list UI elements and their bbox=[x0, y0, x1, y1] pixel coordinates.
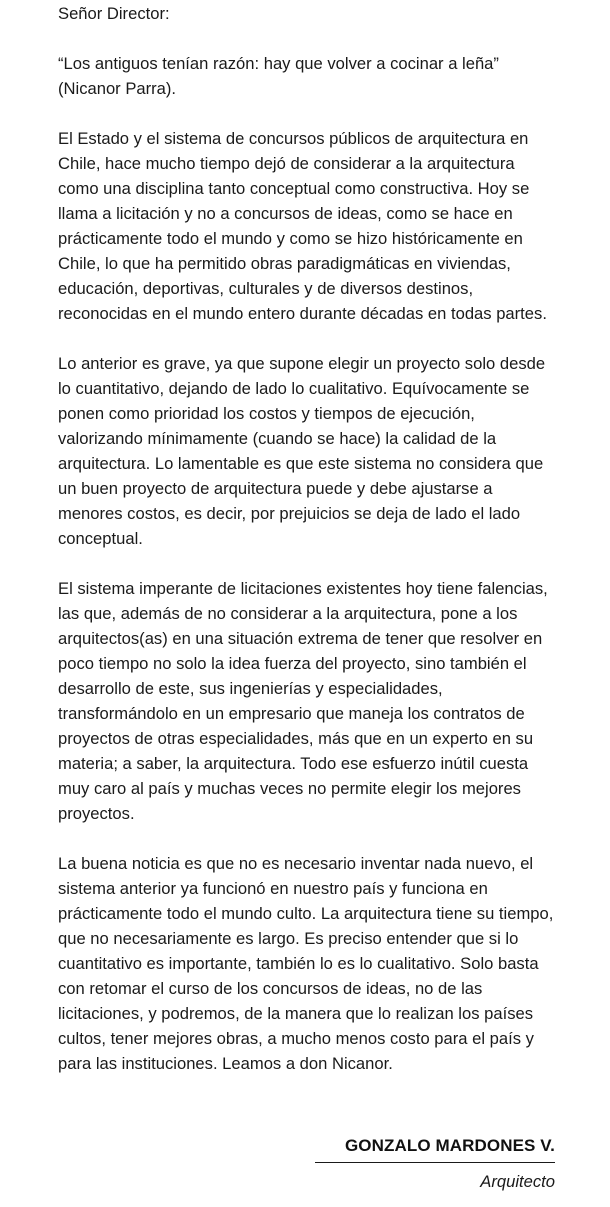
body-paragraph-3: El sistema imperante de licitaciones existentes hoy tiene falencias, las que, además de no considerar a la arquitectura, pone a los arquitectos(as) en una situación extrema de tener que resolver en poco tiempo no solo la idea fuerza del proyecto, sino también el desarrollo de este, sus ingenierías y especialidades, transformándolo en un empresario que maneja los contratos de proyectos de otras especialidades, más que en un experto en su materia; a saber, la arquitectura. Todo ese esfuerzo inútil cuesta muy caro al país y muchas veces no permite elegir los mejores proyectos. bbox=[58, 579, 548, 823]
author-name: GONZALO MARDONES V. bbox=[315, 1134, 555, 1163]
author-role: Arquitecto bbox=[480, 1172, 555, 1191]
salutation: Señor Director: bbox=[58, 4, 170, 23]
body-paragraph-4: La buena noticia es que no es necesario inventar nada nuevo, el sistema anterior ya funcionó en nuestro país y funciona en prácticamente todo el mundo culto. La arquitectura tiene su tiempo, que no necesariamente es largo. Es preciso entender que si lo cuantitativo es importante, también lo es lo cualitativo. Solo basta con retomar el curso de los concursos de ideas, no de las licitaciones, y podremos, de la manera que lo realizan los países cultos, tener mejores obras, a mucho menos costo para el país y para las instituciones. Leamos a don Nicanor. bbox=[58, 854, 554, 1073]
body-paragraph-1: El Estado y el sistema de concursos públicos de arquitectura en Chile, hace mucho tiempo dejó de considerar a la arquitectura como una disciplina tanto conceptual como constructiva. Hoy se llama a licitación y no a concursos de ideas, como se hace en prácticamente todo el mundo y como se hizo históricamente en Chile, lo que ha permitido obras paradigmáticas en viviendas, educación, deportivas, culturales y de diversos destinos, reconocidas en el mundo entero durante décadas en todas partes. bbox=[58, 129, 547, 323]
quote-paragraph: “Los antiguos tenían razón: hay que volver a cocinar a leña” (Nicanor Parra). bbox=[58, 54, 499, 98]
body-paragraph-2: Lo anterior es grave, ya que supone elegir un proyecto solo desde lo cuantitativo, dejando de lado lo cualitativo. Equívocamente se ponen como prioridad los costos y tiempos de ejecución, valorizando mínimamente (cuando se hace) la calidad de la arquitectura. Lo lamentable es que este sistema no considera que un buen proyecto de arquitectura puede y debe ajustarse a menores costos, es decir, por prejuicios se deja de lado el lado conceptual. bbox=[58, 354, 546, 548]
signature-block bbox=[315, 1134, 555, 1194]
letter-body bbox=[58, 1, 558, 1101]
